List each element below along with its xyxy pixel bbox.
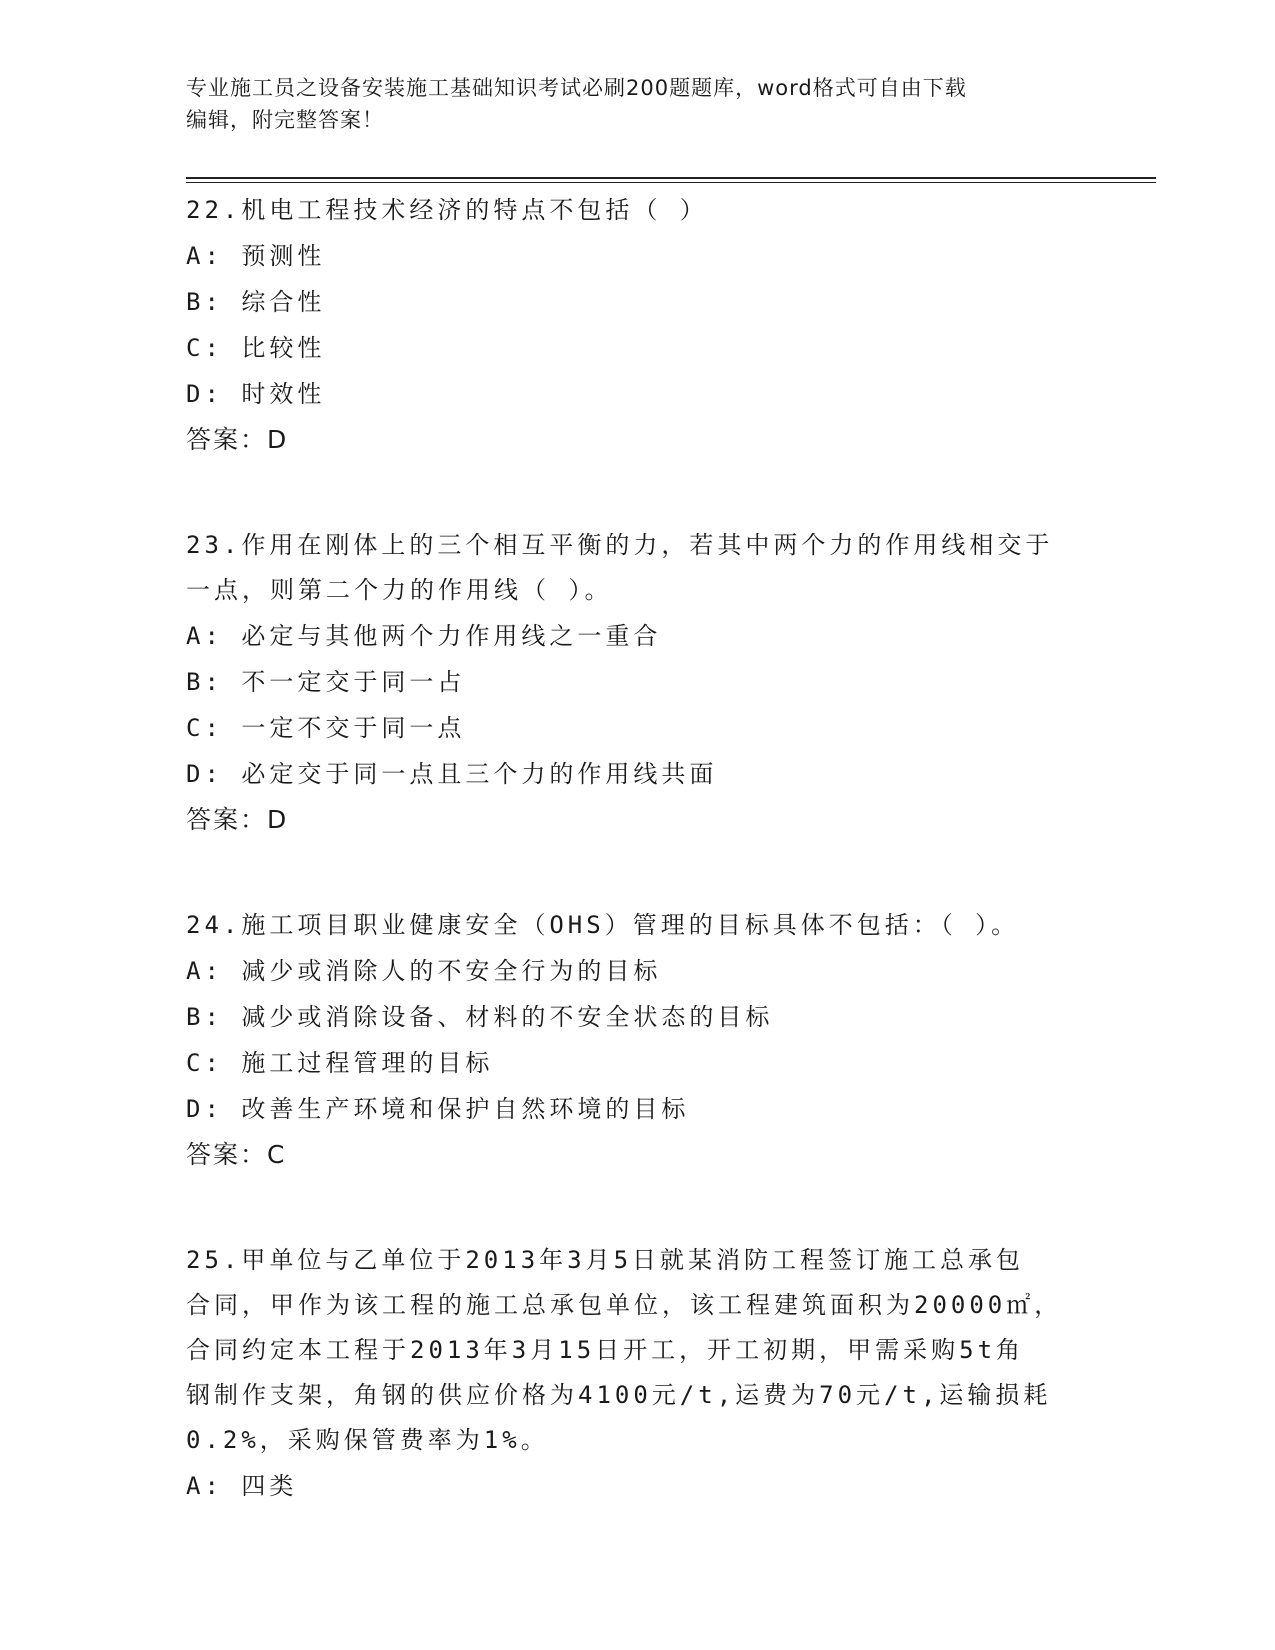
- question-23: [186, 523, 1086, 843]
- question-stem: 24.施工项目职业健康安全（OHS）管理的目标具体不包括：（ ）。: [186, 911, 1020, 939]
- header-divider: [186, 177, 1156, 183]
- question-stem: 合同，甲作为该工程的施工总承包单位，该工程建筑面积为20000㎡，: [186, 1291, 1063, 1319]
- option-d: D: 必定交于同一点且三个力的作用线共面: [186, 760, 718, 788]
- spacer: [186, 843, 1086, 903]
- answer: 答案：C: [186, 1140, 287, 1169]
- answer: 答案：D: [186, 805, 289, 834]
- option-b: B: 不一定交于同一占: [186, 668, 466, 696]
- option-a: A: 减少或消除人的不安全行为的目标: [186, 957, 662, 985]
- question-stem: 合同约定本工程于2013年3月15日开工，开工初期，甲需采购5t角: [186, 1336, 1025, 1364]
- question-list: [186, 188, 1086, 1509]
- option-a: A: 预测性: [186, 242, 326, 270]
- option-c: C: 比较性: [186, 334, 326, 362]
- option-d: D: 改善生产环境和保护自然环境的目标: [186, 1095, 690, 1123]
- option-c: C: 施工过程管理的目标: [186, 1049, 494, 1077]
- question-stem: 钢制作支架，角钢的供应价格为4100元/t,运费为70元/t,运输损耗: [186, 1381, 1052, 1409]
- option-b: B: 综合性: [186, 288, 326, 316]
- question-25: [186, 1238, 1086, 1509]
- option-a: A: 四类: [186, 1472, 298, 1500]
- question-24: [186, 903, 1086, 1178]
- option-d: D: 时效性: [186, 380, 326, 408]
- header-line-2: 编辑，附完整答案！: [186, 108, 384, 132]
- answer: 答案：D: [186, 425, 289, 454]
- spacer: [186, 463, 1086, 523]
- question-stem: 0.2%，采购保管费率为1%。: [186, 1426, 549, 1454]
- question-22: [186, 188, 1086, 463]
- question-stem: 23.作用在刚体上的三个相互平衡的力，若其中两个力的作用线相交于: [186, 531, 1054, 559]
- option-c: C: 一定不交于同一点: [186, 714, 466, 742]
- question-stem: 一点，则第二个力的作用线（ ）。: [186, 576, 613, 604]
- document-header: [186, 72, 1066, 136]
- spacer: [186, 1178, 1086, 1238]
- option-b: B: 减少或消除设备、材料的不安全状态的目标: [186, 1003, 774, 1031]
- question-stem: 22.机电工程技术经济的特点不包括（ ）: [186, 196, 708, 224]
- header-line-1: 专业施工员之设备安装施工基础知识考试必刷200题题库，word格式可自由下载: [186, 76, 967, 100]
- option-a: A: 必定与其他两个力作用线之一重合: [186, 622, 662, 650]
- question-stem: 25.甲单位与乙单位于2013年3月5日就某消防工程签订施工总承包: [186, 1246, 1025, 1274]
